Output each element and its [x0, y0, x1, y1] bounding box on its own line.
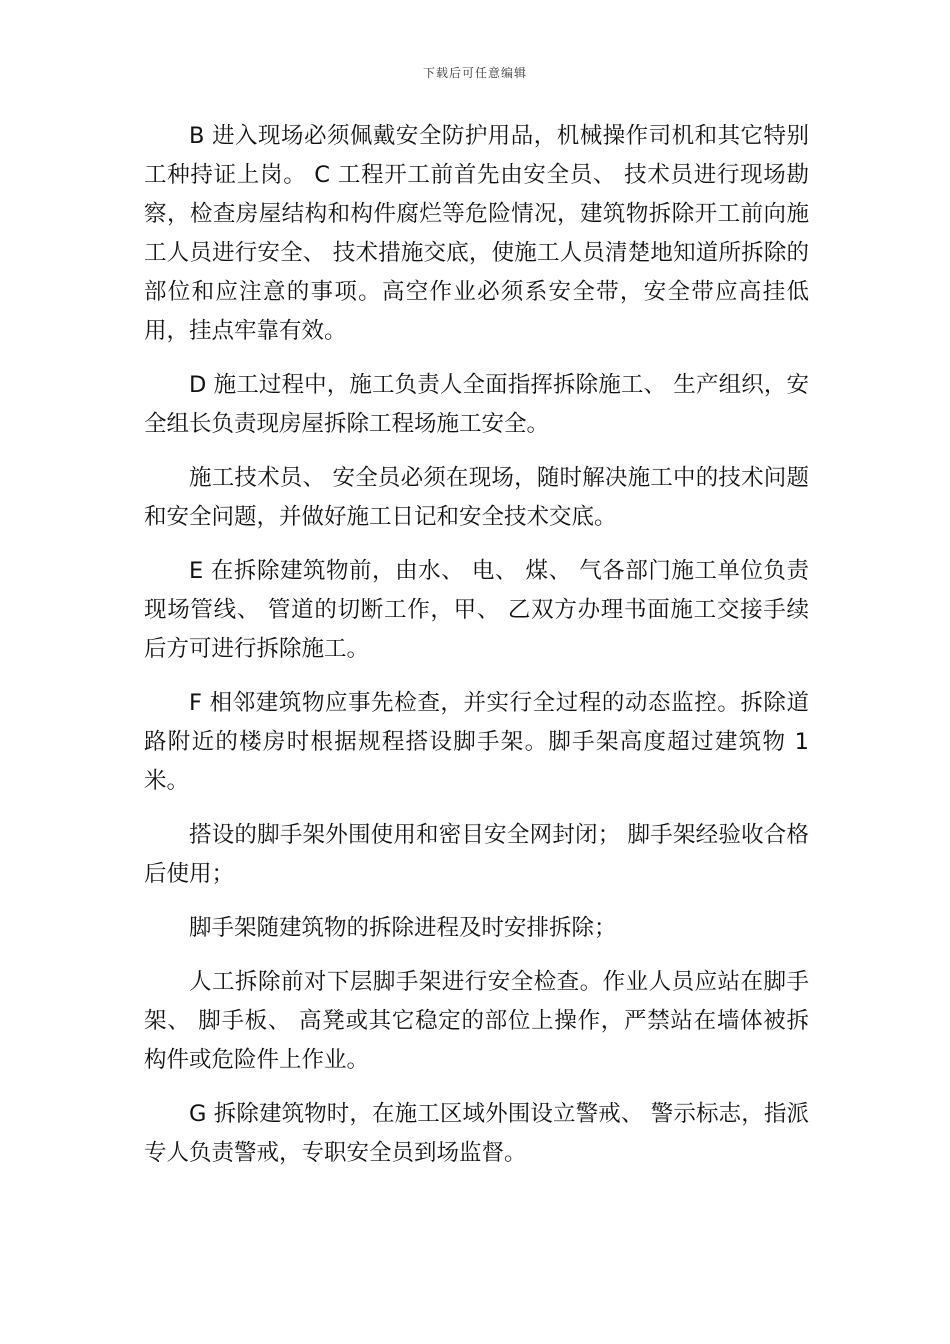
paragraph-technician: 施工技术员、 安全员必须在现场，随时解决施工中的技术问题和安全问题，并做好施工日记和安全技术交底。: [144, 465, 809, 530]
paragraph-e: E 在拆除建筑物前，由水、 电、 煤、 气各部门施工单位负责现场管线、 管道的切断工作，甲、 乙双方办理书面施工交接手续后方可进行拆除施工。: [144, 558, 809, 662]
paragraph-scaffold-removal: 脚手架随建筑物的拆除进程及时安排拆除；: [189, 915, 617, 941]
paragraph-b-c: B 进入现场必须佩戴安全防护用品，机械操作司机和其它特别工种持证上岗。 C 工程开工前首先由安全员、 技术员进行现场勘察，检查房屋结构和构件腐烂等危险情况，建筑物拆除开工前向施工人员进行安全、 技术措施交底，使施工人员清楚地知道所拆除的部位和应注意的事项。高空作业必须系安全带，安全带应高挂低用，挂点牢靠有效。: [144, 123, 809, 344]
paragraph-manual-demolition: 人工拆除前对下层脚手架进行安全检查。作业人员应站在脚手架、 脚手板、 高凳或其它稳定的部位上操作，严禁站在墙体被拆构件或危险件上作业。: [144, 969, 809, 1073]
paragraph-f: F 相邻建筑物应事先检查，并实行全过程的动态监控。拆除道路附近的楼房时根据规程搭设脚手架。脚手架高度超过建筑物 1 米。: [144, 690, 809, 794]
document-body: [144, 117, 809, 1188]
paragraph-scaffold-net: 搭设的脚手架外围使用和密目安全网封闭； 脚手架经验收合格后使用；: [144, 822, 809, 887]
paragraph-d: D 施工过程中，施工负责人全面指挥拆除施工、 生产组织，安全组长负责现房屋拆除工程场施工安全。: [144, 372, 809, 437]
paragraph-g: G 拆除建筑物时，在施工区域外围设立警戒、 警示标志，指派专人负责警戒，专职安全员到场监督。: [144, 1101, 809, 1166]
page-header: 下载后可任意编辑: [422, 66, 527, 80]
